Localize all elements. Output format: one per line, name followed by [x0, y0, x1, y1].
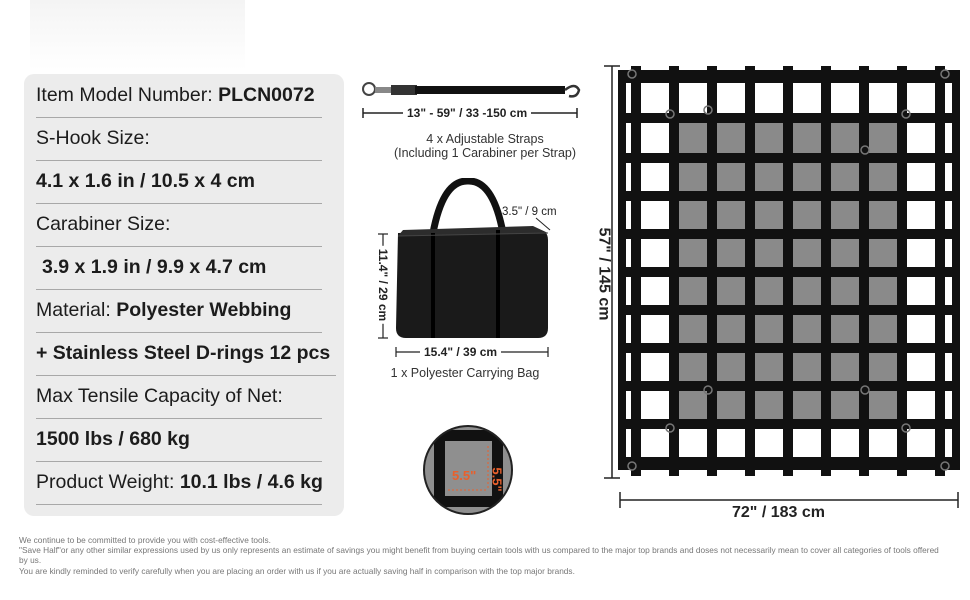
- model-number-value: PLCN0072: [218, 84, 315, 106]
- cargo-net-illustration: [600, 60, 970, 530]
- material-label: Material:: [36, 299, 111, 321]
- weight-value: 10.1 lbs / 4.6 kg: [179, 471, 323, 493]
- shook-size-label-row: [36, 117, 322, 161]
- strap-caption-line2: (Including 1 Carabiner per Strap): [393, 146, 577, 160]
- tensile-value-row: [36, 418, 322, 462]
- shook-size-value: 4.1 x 1.6 in / 10.5 x 4 cm: [36, 170, 255, 192]
- disclaimer-line1: We continue to be committed to provide you with cost-effective tools.: [19, 535, 271, 545]
- net-width-label: 72" / 183 cm: [726, 504, 831, 522]
- model-number-label: Item Model Number:: [36, 84, 213, 106]
- net-horizontal-strap: [620, 343, 958, 353]
- tensile-label-row: [36, 375, 322, 419]
- carabiner-size-value: 3.9 x 1.9 in / 9.9 x 4.7 cm: [42, 256, 267, 278]
- net-horizontal-strap: [620, 381, 958, 391]
- weight-label: Product Weight:: [36, 471, 175, 493]
- bag-caption: 1 x Polyester Carrying Bag: [390, 366, 540, 380]
- disclaimer: [19, 535, 949, 576]
- strap-caption: [380, 132, 590, 160]
- net-horizontal-strap: [620, 267, 958, 277]
- material-value2-row: [36, 332, 336, 376]
- net-horizontal-strap: [620, 191, 958, 201]
- strap-caption-line1: 4 x Adjustable Straps: [426, 132, 544, 146]
- shook-size-value-row: [36, 160, 322, 204]
- material-row: [36, 289, 322, 333]
- strap-length-label: 13" - 59" / 33 -150 cm: [403, 106, 531, 120]
- net-horizontal-strap: [620, 229, 958, 239]
- bag-width-label: 15.4" / 39 cm: [420, 345, 501, 359]
- bag-depth-label: 3.5" / 9 cm: [502, 206, 557, 218]
- model-number-row: [36, 74, 322, 118]
- net-height-label: 57" / 145 cm: [595, 227, 613, 321]
- product-photo-fade: [30, 0, 245, 70]
- carabiner-size-value-row: [36, 246, 322, 290]
- bag-height-label: 11.4" / 29 cm: [376, 246, 390, 324]
- net-horizontal-strap: [620, 305, 958, 315]
- material-value: Polyester Webbing: [116, 299, 292, 321]
- net-horizontal-strap: [620, 153, 958, 163]
- weight-row: [36, 461, 322, 505]
- tensile-value: 1500 lbs / 680 kg: [36, 428, 190, 450]
- tensile-label: Max Tensile Capacity of Net:: [36, 385, 283, 407]
- disclaimer-line2: "Save Half"or any other similar expressions used by us only represents an estimate of savings you might benefit from buying certain tools with us compared to the major top brands and doses not necessarily mean to cover all categories of tools offered by us.: [19, 545, 939, 566]
- mesh-width-label: 5.5": [452, 468, 477, 483]
- carabiner-size-label: Carabiner Size:: [36, 213, 171, 235]
- carabiner-size-label-row: [36, 203, 322, 247]
- shook-size-label: S-Hook Size:: [36, 127, 150, 149]
- mesh-height-label: 5.5": [489, 467, 505, 492]
- material-value2: + Stainless Steel D-rings 12 pcs: [36, 342, 331, 364]
- spec-panel: [24, 74, 344, 516]
- disclaimer-line3: You are kindly reminded to verify carefully when you are placing an order with us if you are actually saving half in comparison with the top major brands.: [19, 565, 575, 576]
